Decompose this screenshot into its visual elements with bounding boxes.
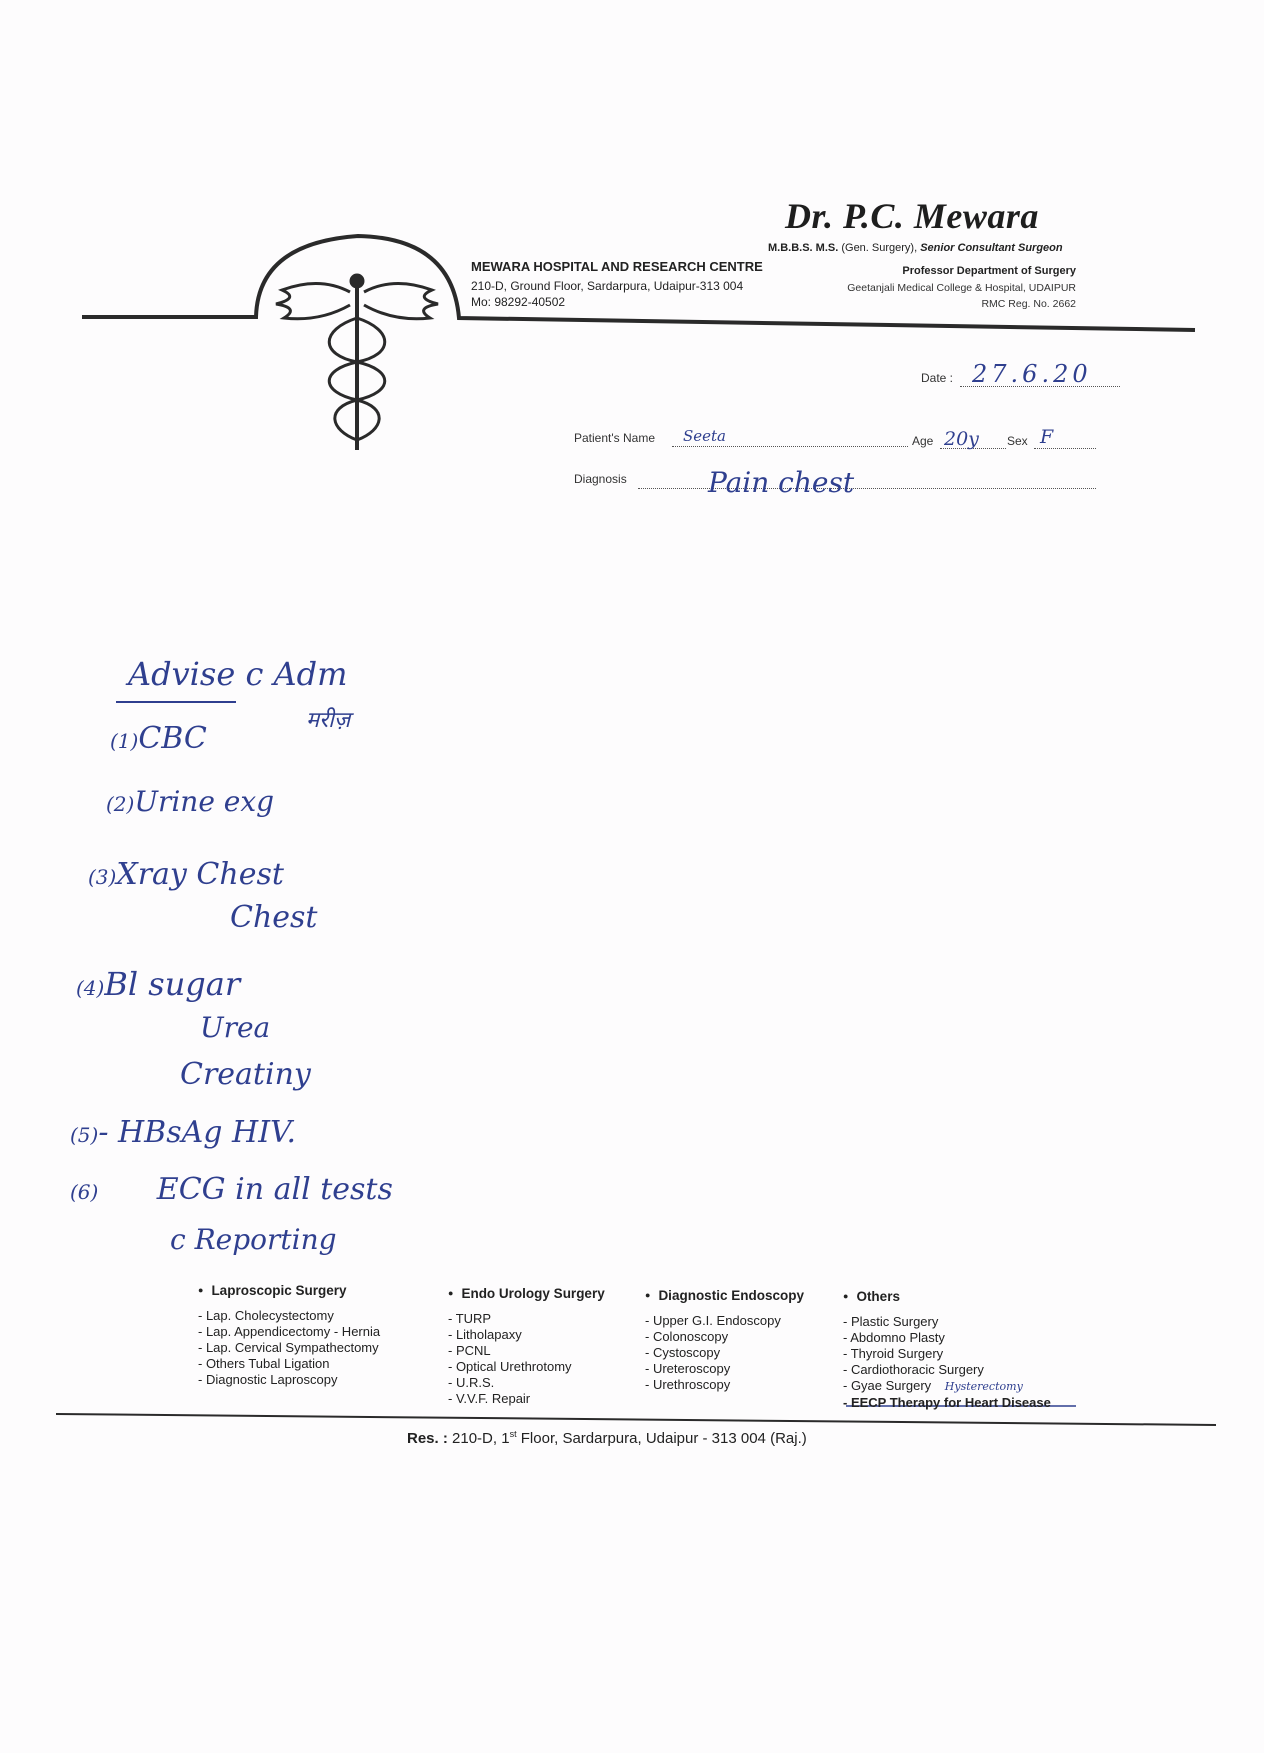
advice-heading: Advise c Adm	[128, 655, 348, 693]
hospital-contact	[471, 279, 743, 309]
note-item-5	[70, 1115, 296, 1150]
service-list	[645, 1313, 804, 1393]
service-list	[843, 1314, 1051, 1411]
date-value[interactable]: 27.6.20	[972, 360, 1092, 388]
qualification-title: Senior Consultant Surgeon	[920, 242, 1063, 254]
note-item-3b	[230, 900, 317, 935]
sex-line	[1034, 448, 1096, 449]
service-item: - V.V.F. Repair	[448, 1391, 531, 1406]
note-text: ECG in all tests	[156, 1172, 393, 1207]
service-list	[448, 1311, 605, 1407]
caduceus-icon	[276, 275, 438, 450]
service-item-gyae	[843, 1378, 1051, 1395]
hospital-phone: Mo: 98292-40502	[471, 295, 566, 309]
service-item: - Others Tubal Ligation	[198, 1356, 330, 1371]
service-item: - Lap. Cholecystectomy	[198, 1308, 334, 1323]
service-item: - Thyroid Surgery	[843, 1346, 944, 1361]
note-item-6	[70, 1172, 393, 1207]
patient-name-value[interactable]: Seeta	[683, 427, 727, 445]
note-text: CBC	[138, 721, 207, 756]
patient-name-label: Patient's Name	[574, 431, 655, 445]
service-item: - Ureteroscopy	[645, 1361, 731, 1376]
service-column-laproscopic	[198, 1283, 380, 1388]
service-item: - Litholapaxy	[448, 1327, 522, 1342]
registration-number: RMC Reg. No. 2662	[981, 298, 1076, 310]
hospital-address: 210-D, Ground Floor, Sardarpura, Udaipur-313 004	[471, 279, 744, 293]
doctor-designation: Professor Department of Surgery	[902, 265, 1076, 277]
note-number: (3)	[88, 865, 117, 889]
service-heading: ● Endo Urology Surgery	[448, 1286, 605, 1301]
age-value[interactable]: 20y	[944, 428, 979, 450]
note-number: (4)	[76, 976, 105, 1000]
note-text: Bl sugar	[104, 965, 241, 1003]
service-item-text: - Gyae Surgery	[843, 1378, 932, 1393]
residence-label: Res. :	[407, 1430, 448, 1447]
service-item: - U.R.S.	[448, 1375, 495, 1390]
sex-label: Sex	[1007, 434, 1028, 448]
note-item-6b	[170, 1223, 337, 1256]
service-item: - PCNL	[448, 1343, 491, 1358]
note-item-4	[76, 965, 240, 1003]
note-item-1	[110, 721, 207, 756]
note-number: (1)	[110, 729, 139, 753]
service-item: - Lap. Cervical Sympathectomy	[198, 1340, 379, 1355]
service-item: - Urethroscopy	[645, 1377, 731, 1392]
doctor-college: Geetanjali Medical College & Hospital, UDAIPUR	[847, 282, 1076, 294]
hospital-name: MEWARA HOSPITAL AND RESEARCH CENTRE	[471, 259, 763, 274]
note-item-2	[106, 785, 274, 818]
sex-value[interactable]: F	[1040, 426, 1054, 448]
note-number: (2)	[106, 792, 135, 816]
service-column-endo-urology	[448, 1286, 605, 1407]
service-item: - TURP	[448, 1311, 492, 1326]
note-number: (5)	[70, 1123, 99, 1147]
diagnosis-line	[638, 488, 1096, 489]
diagnosis-label: Diagnosis	[574, 472, 627, 486]
service-item: - Plastic Surgery	[843, 1314, 939, 1329]
service-item: - Upper G.I. Endoscopy	[645, 1313, 781, 1328]
patient-name-line	[672, 446, 908, 447]
service-item: - Cystoscopy	[645, 1345, 721, 1360]
note-item-4b	[200, 1011, 270, 1044]
date-label: Date :	[921, 371, 954, 385]
note-text: c Reporting	[170, 1223, 337, 1256]
footer-rule	[56, 1414, 1216, 1425]
advice-heading-suffix: मरीज़	[306, 708, 351, 733]
note-item-4c	[180, 1057, 311, 1092]
service-list	[198, 1308, 380, 1388]
note-text: Urine exg	[134, 785, 275, 818]
doctor-qualification	[768, 242, 1063, 254]
diagnosis-value[interactable]: Pain chest	[708, 466, 855, 499]
gyae-handwritten-note: Hysterectomy	[944, 1380, 1023, 1393]
service-item: - Diagnostic Laproscopy	[198, 1372, 338, 1387]
note-number: (6)	[70, 1180, 99, 1204]
note-text: Chest	[230, 900, 318, 935]
service-item: - Abdomno Plasty	[843, 1330, 945, 1345]
qualification-degrees: M.B.B.S. M.S.	[768, 242, 839, 254]
service-column-others	[843, 1289, 1051, 1411]
residence-address-sup: st	[509, 1429, 517, 1439]
residence-address-part-a: 210-D, 1	[452, 1430, 510, 1447]
service-heading: ● Diagnostic Endoscopy	[645, 1288, 804, 1303]
service-item: - Lap. Appendicectomy - Hernia	[198, 1324, 381, 1339]
service-item: - Cardiothoracic Surgery	[843, 1362, 984, 1377]
residence-address-part-b: Floor, Sardarpura, Udaipur - 313 004 (Raj.)	[516, 1430, 807, 1447]
note-text: Xray Chest	[116, 857, 284, 892]
service-item: - Optical Urethrotomy	[448, 1359, 572, 1374]
note-text: Creatiny	[180, 1057, 311, 1092]
doctor-name: Dr. P.C. Mewara	[785, 196, 1039, 236]
service-heading: ● Others	[843, 1289, 1051, 1304]
service-column-diagnostic-endoscopy	[645, 1288, 804, 1393]
qualification-specialty: (Gen. Surgery),	[841, 242, 918, 254]
service-heading: ● Laproscopic Surgery	[198, 1283, 380, 1298]
service-item: - EECP Therapy for Heart Disease	[843, 1395, 1051, 1410]
residence-address	[407, 1429, 807, 1447]
note-item-3	[88, 857, 284, 892]
note-text: Urea	[200, 1011, 271, 1044]
age-label: Age	[912, 434, 934, 448]
service-item: - Colonoscopy	[645, 1329, 729, 1344]
note-text: - HBsAg HIV.	[98, 1115, 296, 1150]
